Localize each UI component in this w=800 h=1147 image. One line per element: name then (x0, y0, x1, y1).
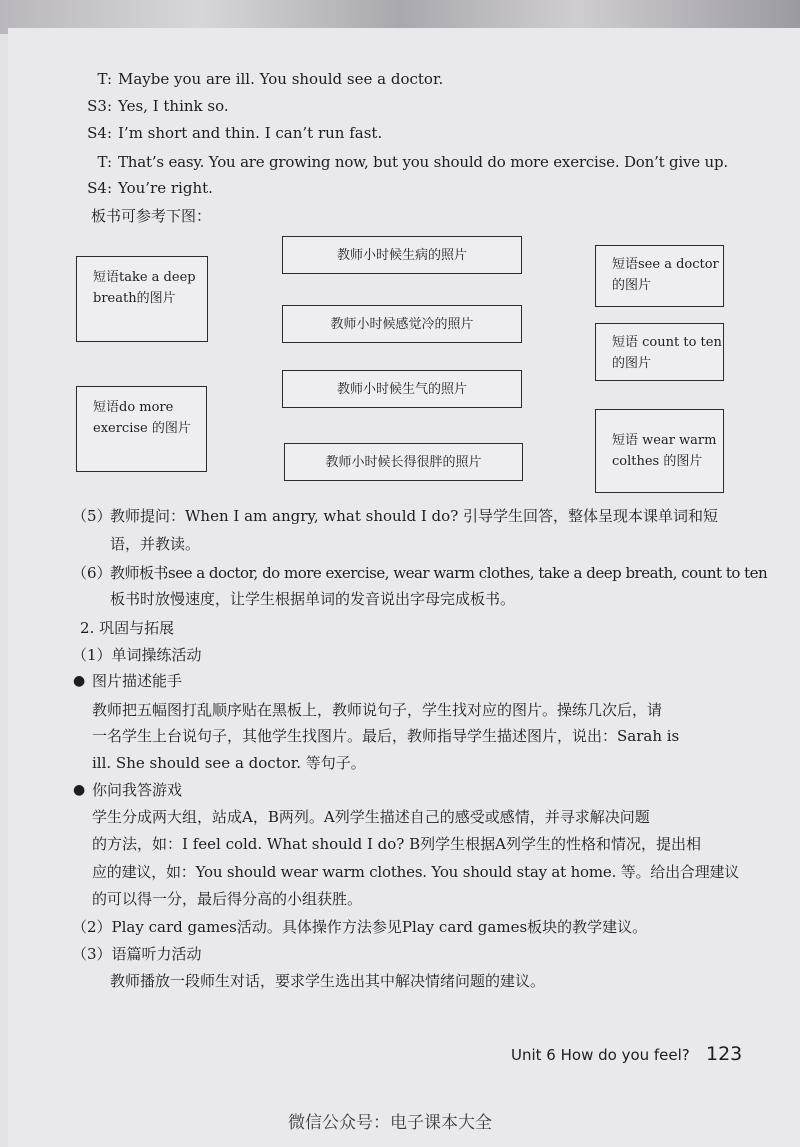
dialogue-line: T: That’s easy. You are growing now, but you should do more exercise. Don’t give up. (97, 153, 728, 171)
watermark: 微信公众号：电子课本大全 (288, 1113, 492, 1133)
paragraph-line: 教师播放一段师生对话，要求学生选出其中解决情绪问题的建议。 (110, 972, 546, 990)
step-text: 语，并教读。 (110, 535, 201, 553)
board-center-box: 教师小时候感觉冷的照片 (282, 305, 522, 343)
bullet-icon: ● (73, 673, 86, 689)
board-left-box (76, 386, 207, 472)
board-left-box (76, 256, 208, 342)
box-line: 的图片 (612, 278, 652, 293)
board-center-box: 教师小时候长得很胖的照片 (284, 443, 523, 481)
dialogue-line: S4: I’m short and thin. I can’t run fast. (87, 124, 383, 142)
box-line: 短语take a deep (93, 270, 196, 285)
board-center-box: 教师小时候生病的照片 (282, 236, 522, 274)
page-number: 123 (706, 1043, 743, 1065)
bullet-icon: ● (73, 782, 86, 798)
board-right-box (595, 323, 724, 381)
board-right-box (595, 245, 724, 307)
box-line: 短语 wear warm (612, 433, 717, 448)
paragraph-line: 应的建议，如：You should wear warm clothes. You should stay at home. 等。给出合理建议 (92, 863, 740, 881)
box-line: 短语see a doctor (612, 257, 719, 272)
subsection-heading: （2）Play card games活动。具体操作方法参见Play card games板块的教学建议。 (72, 918, 648, 936)
dialogue-line: T: Maybe you are ill. You should see a doctor. (97, 70, 444, 88)
board-heading: 板书可参考下图： (91, 207, 212, 225)
box-line: 短语 count to ten (612, 335, 722, 350)
paragraph-line: 的可以得一分，最后得分高的小组获胜。 (92, 890, 363, 908)
paragraph-line: 一名学生上台说句子，其他学生找图片。最后，教师指导学生描述图片，说出：Sarah is (92, 727, 680, 745)
step-text: 教师提问：When I am angry, what should I do? 引导学生回答，整体呈现本课单词和短 (110, 507, 719, 525)
box-line: 短语do more (93, 400, 174, 415)
step-text: 教师板书see a doctor, do more exercise, wear warm clothes, take a deep breath, count to ten (110, 564, 768, 582)
bullet-title: 你问我答游戏 (92, 781, 183, 799)
paragraph-line: 的方法，如：I feel cold. What should I do? B列学生根据A列学生的性格和情况，提出相 (92, 835, 701, 853)
board-right-box (595, 409, 724, 493)
dialogue-line: S4: You’re right. (87, 179, 213, 197)
dialogue-line: S3: Yes, I think so. (87, 97, 229, 115)
box-line: 的图片 (612, 356, 652, 371)
box-line: colthes 的图片 (612, 454, 703, 469)
paragraph-line: 教师把五幅图打乱顺序贴在黑板上，教师说句子，学生找对应的图片。操练几次后，请 (92, 701, 663, 719)
step-number: （5） (72, 507, 112, 525)
box-line: exercise 的图片 (93, 421, 191, 436)
box-line: breath的图片 (93, 291, 176, 306)
paragraph-line: ill. She should see a doctor. 等句子。 (92, 754, 366, 772)
running-footer: Unit 6 How do you feel? (511, 1046, 690, 1064)
subsection-heading: （1）单词操练活动 (72, 646, 202, 664)
board-center-box: 教师小时候生气的照片 (282, 370, 522, 408)
section-heading: 2. 巩固与拓展 (80, 619, 175, 637)
subsection-heading: （3）语篇听力活动 (72, 945, 202, 963)
step-text: 板书时放慢速度，让学生根据单词的发音说出字母完成板书。 (110, 590, 516, 608)
bullet-title: 图片描述能手 (92, 672, 183, 690)
paragraph-line: 学生分成两大组，站成A，B两列。A列学生描述自己的感受或感情，并寻求解决问题 (92, 808, 650, 826)
step-number: （6） (72, 564, 112, 582)
